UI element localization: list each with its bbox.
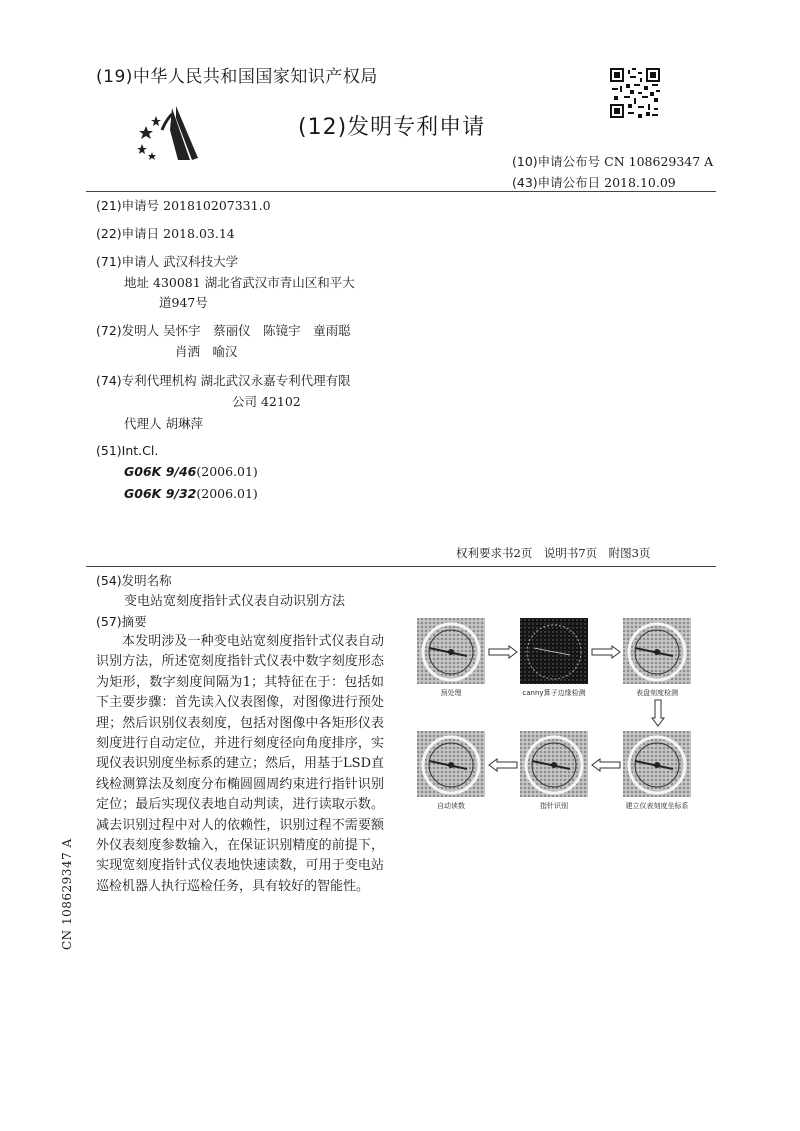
address-line-1: 430081 湖北省武汉市青山区和平大 xyxy=(153,275,355,290)
side-publication-id: CN 108629347 A xyxy=(60,838,74,950)
publication-date-value: 2018.10.09 xyxy=(604,175,676,190)
inventors-label: (72)发明人 xyxy=(96,323,160,338)
publication-date xyxy=(512,173,676,191)
figure-panel-preprocess xyxy=(417,618,485,684)
ipc-classification-1 xyxy=(124,464,258,479)
ipc-classification-2 xyxy=(124,486,258,501)
abstract-text: 本发明涉及一种变电站宽刻度指针式仪表自动识别方法，所述宽刻度指针式仪表中数字刻度形态为矩形，数字刻度间隔为1；其特征在于：包括如下主要步骤：首先读入仪表图像，对图像进行预处理；然后识别仪表刻度，包括对图像中各矩形仪表刻度进行自动定位，并进行刻度径向角度排序，实现仪表识别度坐标系的建立；然后，用基于LSD直线检测算法及刻度分布椭圆圆周约束进行指针识别定位；最后实现仪表地自动判读，进行读取示数。减去识别过程中对人的依赖性，识别过程不需要额外仪表刻度参数输入，在保证识别精度的前提下，实现宽刻度指针式仪表地快速读数，可用于变电站巡检机器人执行巡检任务，具有较好的智能性。 xyxy=(96,634,384,894)
patent-office-name: (19)中华人民共和国国家知识产权局 xyxy=(96,67,378,87)
header-divider xyxy=(86,191,716,192)
inventors-line-1: 吴怀宇 蔡丽仪 陈镜宇 童雨聪 xyxy=(163,323,351,338)
figure-caption: 表盘刻度检测 xyxy=(636,689,678,697)
patent-agent-value: 胡琳萍 xyxy=(165,416,204,431)
applicant-label: (71)申请人 xyxy=(96,254,160,269)
publication-number xyxy=(512,152,713,170)
patent-agency-label: (74)专利代理机构 xyxy=(96,373,197,388)
figure-caption: 建立仪表刻度坐标系 xyxy=(625,802,689,810)
arrow-left-icon xyxy=(487,758,519,772)
application-date-label: (22)申请日 xyxy=(96,226,160,241)
ipc-version-2: (2006.01) xyxy=(196,486,258,501)
applicant xyxy=(96,253,238,271)
applicant-value: 武汉科技大学 xyxy=(163,254,239,269)
application-date xyxy=(96,225,235,243)
patent-agent-label: 代理人 xyxy=(124,416,162,431)
application-date-value: 2018.03.14 xyxy=(163,226,235,241)
qr-code-icon xyxy=(610,68,660,118)
document-type-title: (12)发明专利申请 xyxy=(298,115,486,140)
figure-panel-coord-system xyxy=(623,731,691,797)
ipc-code-2: G06K 9/32 xyxy=(124,486,197,501)
application-number-value: 201810207331.0 xyxy=(163,198,271,213)
figure-caption: canny算子边缘检测 xyxy=(522,689,586,697)
invention-title-label: (54)发明名称 xyxy=(96,573,172,588)
address xyxy=(124,274,355,292)
patent-office-emblem-icon xyxy=(132,100,202,170)
figure-panel-scale-detect xyxy=(623,618,691,684)
address-label: 地址 xyxy=(124,275,150,290)
ipc-version-1: (2006.01) xyxy=(196,464,258,479)
patent-agent xyxy=(124,415,203,433)
page-counts: 权利要求书2页 说明书7页 附图3页 xyxy=(456,546,651,560)
application-number-label: (21)申请号 xyxy=(96,198,160,213)
application-number xyxy=(96,197,271,215)
patent-agency xyxy=(96,372,351,390)
figure-panel-pointer xyxy=(520,731,588,797)
figure-caption: 预处理 xyxy=(440,689,462,697)
address-line-2: 道947号 xyxy=(159,295,208,310)
patent-agency-line-2: 公司 42102 xyxy=(232,394,301,409)
arrow-right-icon xyxy=(487,645,519,659)
publication-number-value: CN 108629347 A xyxy=(604,154,714,169)
int-cl-label: (51)Int.Cl. xyxy=(96,443,159,458)
publication-number-label: (10)申请公布号 xyxy=(512,154,601,169)
figure-panel-reading xyxy=(417,731,485,797)
arrow-left-icon xyxy=(590,758,622,772)
abstract-label: (57)摘要 xyxy=(96,614,147,629)
figure-caption: 自动读数 xyxy=(437,802,465,810)
arrow-right-icon xyxy=(590,645,622,659)
ipc-code-1: G06K 9/46 xyxy=(124,464,197,479)
inventors-line-2: 肖洒 喻汉 xyxy=(175,344,238,359)
patent-agency-line-1: 湖北武汉永嘉专利代理有限 xyxy=(200,373,351,388)
publication-date-label: (43)申请公布日 xyxy=(512,175,601,190)
figure-caption: 指针识别 xyxy=(540,802,568,810)
pages-divider xyxy=(86,566,716,567)
inventors xyxy=(96,322,351,340)
figure-panel-canny xyxy=(520,618,588,684)
invention-title: 变电站宽刻度指针式仪表自动识别方法 xyxy=(124,594,346,609)
arrow-down-icon xyxy=(651,698,665,728)
